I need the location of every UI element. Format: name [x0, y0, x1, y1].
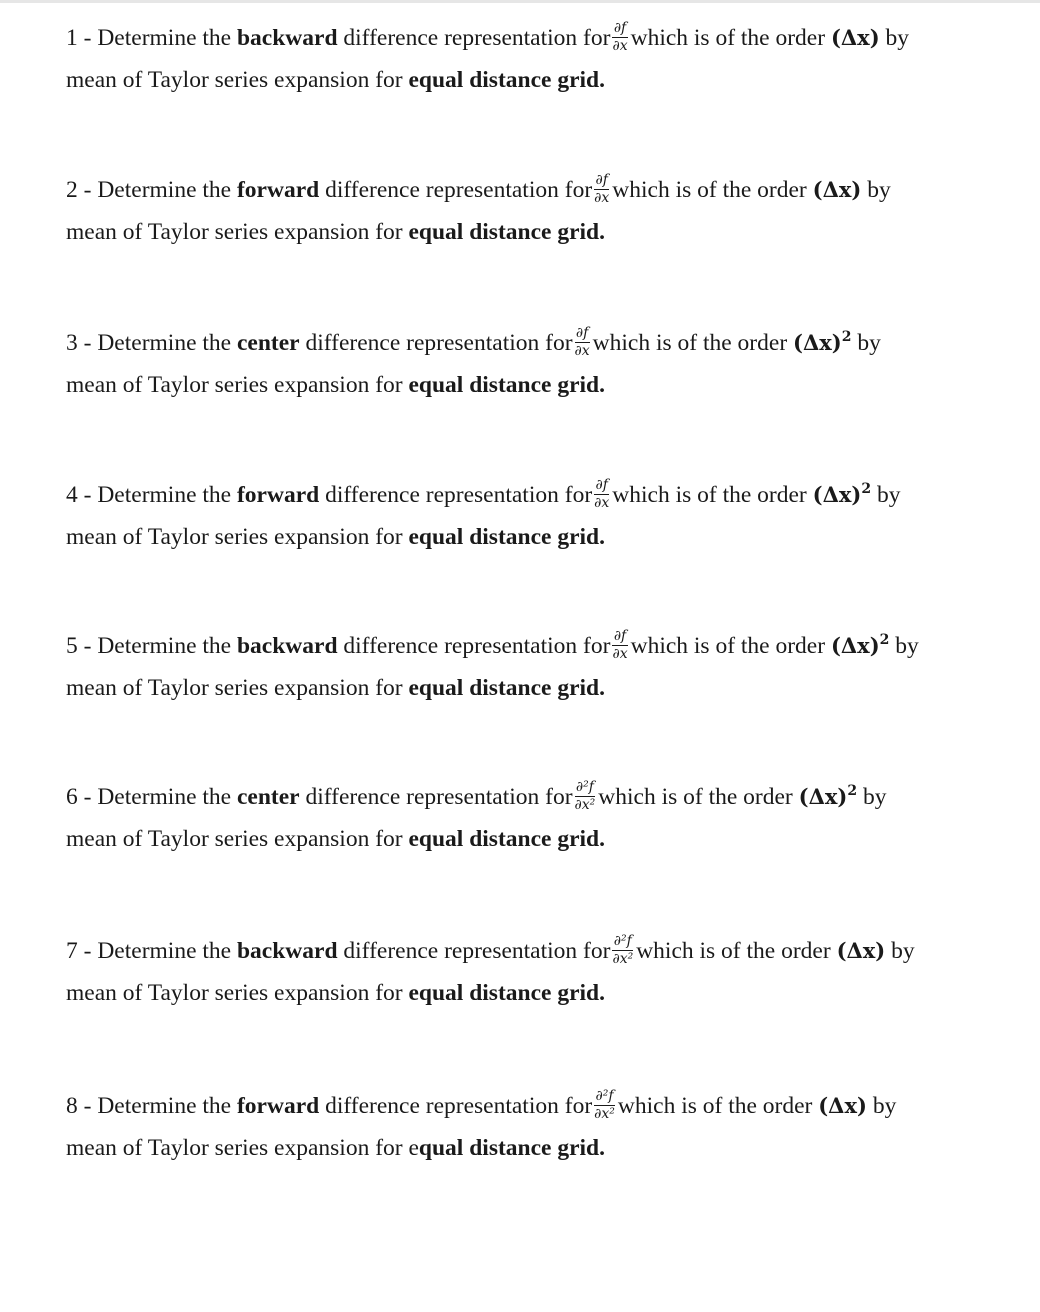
question-middle: difference representation for — [325, 177, 593, 203]
question-line-1 — [66, 776, 1026, 818]
question-tail: by — [872, 1093, 897, 1119]
difference-type: forward — [236, 1093, 320, 1119]
line2-text: mean of Taylor series expansion for — [66, 826, 403, 852]
line2-bold: qual distance grid. — [418, 1135, 605, 1161]
derivative-fraction — [594, 173, 609, 206]
question-line-2 — [66, 364, 1026, 406]
order-base: (Δx) — [836, 938, 886, 963]
order-base: (Δx) — [793, 330, 842, 355]
order-base: (Δx) — [812, 177, 862, 202]
line2-text: mean of Taylor series expansion for — [66, 524, 403, 550]
difference-type: forward — [236, 482, 320, 508]
fraction-numerator: ∂f — [575, 325, 589, 342]
order-expression — [813, 482, 871, 507]
order-exponent: 2 — [841, 329, 852, 345]
order-base: (Δx) — [812, 482, 862, 507]
question-3 — [66, 322, 1026, 406]
question-prefix: Determine the — [97, 784, 232, 810]
question-line-1 — [66, 17, 1026, 59]
difference-type: forward — [236, 177, 320, 203]
top-divider — [0, 0, 1040, 3]
derivative-fraction — [594, 478, 609, 511]
order-exponent: 2 — [879, 632, 890, 648]
fraction-denominator: ∂x — [594, 190, 610, 207]
question-line-2 — [66, 667, 1026, 709]
derivative-fraction — [612, 934, 633, 967]
question-suffix: which is of the order — [630, 25, 826, 51]
question-number: 8 - — [66, 1093, 92, 1119]
line2-text: mean of Taylor series expansion for — [66, 372, 403, 398]
question-prefix: Determine the — [97, 633, 232, 659]
fraction-denominator: ∂x² — [574, 797, 596, 814]
question-line-2 — [66, 818, 1026, 860]
question-prefix: Determine the — [97, 482, 232, 508]
line2-text: mean of Taylor series expansion for — [66, 980, 403, 1006]
order-expression — [831, 633, 889, 658]
fraction-numerator: ∂²f — [595, 1088, 614, 1105]
derivative-fraction — [594, 1089, 615, 1122]
question-1 — [66, 17, 1026, 101]
fraction-denominator: ∂x — [574, 343, 590, 360]
difference-type: backward — [236, 25, 338, 51]
order-exponent: 2 — [861, 481, 872, 497]
line2-bold: equal distance grid. — [408, 219, 605, 245]
line2-bold: equal distance grid. — [408, 826, 605, 852]
question-number: 3 - — [66, 330, 92, 356]
question-number: 6 - — [66, 784, 92, 810]
order-expression — [813, 177, 862, 202]
line2-bold: equal distance grid. — [408, 372, 605, 398]
fraction-denominator: ∂x — [612, 38, 628, 55]
question-4 — [66, 474, 1026, 558]
question-7 — [66, 930, 1026, 1014]
question-line-1 — [66, 169, 1026, 211]
question-number: 2 - — [66, 177, 92, 203]
question-8 — [66, 1085, 1026, 1169]
question-6 — [66, 776, 1026, 860]
question-middle: difference representation for — [343, 633, 611, 659]
fraction-denominator: ∂x² — [594, 1106, 615, 1123]
question-line-2 — [66, 211, 1026, 253]
derivative-fraction — [575, 780, 596, 813]
difference-type: backward — [236, 633, 338, 659]
order-expression — [837, 938, 886, 963]
question-tail: by — [895, 633, 919, 659]
fraction-denominator: ∂x — [594, 495, 610, 512]
question-middle: difference representation for — [305, 784, 573, 810]
order-expression — [793, 330, 851, 355]
question-middle: difference representation for — [325, 482, 593, 508]
fraction-denominator: ∂x — [612, 646, 628, 663]
question-prefix: Determine the — [97, 330, 232, 356]
question-prefix: Determine the — [97, 177, 232, 203]
order-base: (Δx) — [830, 633, 880, 658]
question-suffix: which is of the order — [617, 1093, 813, 1119]
order-base: (Δx) — [818, 1093, 867, 1118]
derivative-fraction — [575, 326, 590, 359]
fraction-numerator: ∂²f — [613, 933, 632, 950]
fraction-numerator: ∂f — [613, 20, 627, 37]
difference-type: center — [236, 784, 300, 810]
question-tail: by — [885, 25, 910, 51]
difference-type: center — [236, 330, 300, 356]
question-5 — [66, 625, 1026, 709]
question-middle: difference representation for — [305, 330, 573, 356]
line2-bold: equal distance grid. — [408, 67, 605, 93]
difference-type: backward — [236, 938, 338, 964]
fraction-numerator: ∂f — [595, 172, 608, 189]
question-2 — [66, 169, 1026, 253]
question-middle: difference representation for — [343, 938, 611, 964]
question-suffix: which is of the order — [612, 482, 807, 508]
question-number: 5 - — [66, 633, 92, 659]
question-middle: difference representation for — [343, 25, 611, 51]
line2-bold: equal distance grid. — [408, 980, 605, 1006]
fraction-numerator: ∂f — [613, 628, 627, 645]
order-expression — [799, 784, 857, 809]
question-line-2 — [66, 1127, 1026, 1169]
question-suffix: which is of the order — [598, 784, 793, 810]
order-expression — [818, 1093, 867, 1118]
derivative-fraction — [612, 21, 627, 54]
question-line-1 — [66, 474, 1026, 516]
question-line-2 — [66, 972, 1026, 1014]
question-line-2 — [66, 516, 1026, 558]
question-suffix: which is of the order — [592, 330, 788, 356]
line2-text: mean of Taylor series expansion for e — [66, 1135, 419, 1161]
question-line-1 — [66, 930, 1026, 972]
question-number: 4 - — [66, 482, 92, 508]
question-tail: by — [867, 177, 891, 203]
line2-bold: equal distance grid. — [408, 675, 605, 701]
fraction-denominator: ∂x² — [612, 951, 634, 968]
fraction-numerator: ∂f — [595, 477, 608, 494]
question-prefix: Determine the — [97, 25, 232, 51]
line2-text: mean of Taylor series expansion for — [66, 675, 403, 701]
question-tail: by — [862, 784, 887, 810]
derivative-fraction — [612, 629, 627, 662]
fraction-numerator: ∂²f — [575, 779, 594, 796]
question-prefix: Determine the — [97, 938, 232, 964]
question-tail: by — [891, 938, 915, 964]
line2-bold: equal distance grid. — [408, 524, 605, 550]
question-suffix: which is of the order — [612, 177, 807, 203]
question-suffix: which is of the order — [630, 633, 826, 659]
line2-text: mean of Taylor series expansion for — [66, 219, 403, 245]
question-tail: by — [876, 482, 901, 508]
question-line-1 — [66, 322, 1026, 364]
order-exponent: 2 — [847, 783, 858, 799]
line2-text: mean of Taylor series expansion for — [66, 67, 403, 93]
order-base: (Δx) — [798, 784, 848, 809]
question-number: 1 - — [66, 25, 92, 51]
question-tail: by — [857, 330, 881, 356]
order-expression — [831, 25, 880, 50]
question-number: 7 - — [66, 938, 92, 964]
question-suffix: which is of the order — [636, 938, 831, 964]
question-line-1 — [66, 1085, 1026, 1127]
order-base: (Δx) — [830, 25, 880, 50]
question-middle: difference representation for — [325, 1093, 593, 1119]
question-line-1 — [66, 625, 1026, 667]
question-prefix: Determine the — [97, 1093, 232, 1119]
question-line-2 — [66, 59, 1026, 101]
